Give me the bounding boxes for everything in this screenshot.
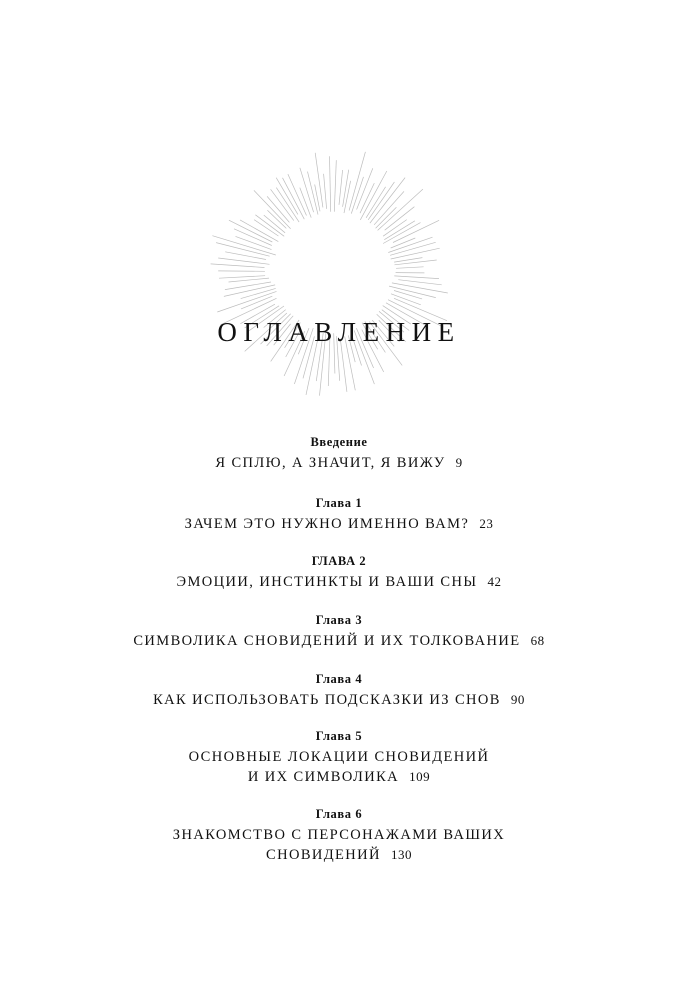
sunburst-ray [229, 220, 272, 242]
toc-page-number: 68 [530, 633, 545, 648]
sunburst-ray [254, 220, 278, 236]
toc-entry-label: ГЛАВА 2 [311, 554, 367, 568]
sunburst-ray [339, 170, 343, 205]
sunburst-ray [324, 174, 327, 209]
sunburst-ray [217, 291, 276, 312]
toc-entry-label: Глава 4 [315, 672, 363, 686]
page-title: ОГЛАВЛЕНИЕ [217, 317, 461, 347]
toc-entry-chapter-5[interactable] [0, 728, 678, 787]
sunburst-ray [276, 178, 298, 215]
sunburst-ray [315, 185, 320, 212]
sunburst-ray [315, 153, 323, 208]
toc-page-number: 130 [390, 847, 412, 862]
toc-entry-title: ОСНОВНЫЕ ЛОКАЦИИ СНОВИДЕНИЙ [188, 749, 490, 765]
sunburst-ray [211, 264, 265, 268]
toc-page-number: 42 [487, 574, 502, 589]
toc-entry-chapter-3[interactable] [0, 612, 678, 651]
sunburst-ray [393, 220, 439, 242]
toc-entry-title: ЭМОЦИИ, ИНСТИНКТЫ И ВАШИ СНЫ 42 [176, 574, 502, 590]
toc-entry-title: ЗНАКОМСТВО С ПЕРСОНАЖАМИ ВАШИХ [172, 827, 506, 843]
sunburst-ray [398, 280, 441, 285]
toc-entry-title: ЗАЧЕМ ЭТО НУЖНО ИМЕННО ВАМ? 23 [184, 516, 494, 532]
sunburst-ray [394, 291, 422, 299]
sunburst-ray [225, 252, 266, 260]
toc-entry-title: Я СПЛЮ, А ЗНАЧИТ, Я ВИЖУ 9 [215, 455, 463, 471]
sunburst-ray [391, 238, 416, 248]
toc-entry-label: Глава 1 [315, 496, 363, 510]
toc-entry-chapter-6[interactable] [0, 806, 678, 865]
sunburst-ray [219, 276, 265, 279]
toc-entry-label: Введение [310, 435, 368, 449]
toc-entry-title: И ИХ СИМВОЛИКА 109 [247, 769, 431, 785]
toc-entry-intro[interactable] [0, 434, 678, 473]
toc-page-number: 9 [455, 455, 463, 470]
sunburst-ray [383, 223, 420, 244]
sunburst-ray [394, 276, 439, 279]
sunburst-ray [349, 152, 365, 211]
toc-entry-chapter-1[interactable] [0, 495, 678, 534]
sunburst-ray [394, 258, 422, 263]
sunburst-ray [391, 248, 440, 259]
toc-page-number: 23 [479, 516, 494, 531]
sunburst-ray [343, 170, 349, 207]
toc-entry-chapter-4[interactable] [0, 671, 678, 710]
sunburst-ray [267, 196, 289, 222]
toc-entry-title: СИМВОЛИКА СНОВИДЕНИЙ И ИХ ТОЛКОВАНИЕ 68 [133, 633, 545, 649]
toc-entry-label: Глава 5 [315, 729, 363, 743]
sunburst-ray [384, 221, 415, 240]
sunburst-ray [396, 267, 424, 269]
toc-entry-label: Глава 3 [315, 613, 363, 627]
toc-page-number: 90 [510, 692, 525, 707]
sunburst-ray [330, 156, 331, 212]
sunburst-ray [225, 282, 271, 290]
toc-entry-title: КАК ИСПОЛЬЗОВАТЬ ПОДСКАЗКИ ИЗ СНОВ 90 [153, 692, 525, 708]
toc-page-number: 109 [409, 769, 431, 784]
sunburst-ray [229, 278, 270, 282]
toc-entry-chapter-2[interactable] [0, 553, 678, 592]
sunburst-ray [376, 207, 397, 228]
sunburst-ray [334, 160, 336, 212]
toc-entry-label: Глава 6 [315, 807, 363, 821]
toc-entry-title: СНОВИДЕНИЙ 130 [266, 847, 412, 863]
